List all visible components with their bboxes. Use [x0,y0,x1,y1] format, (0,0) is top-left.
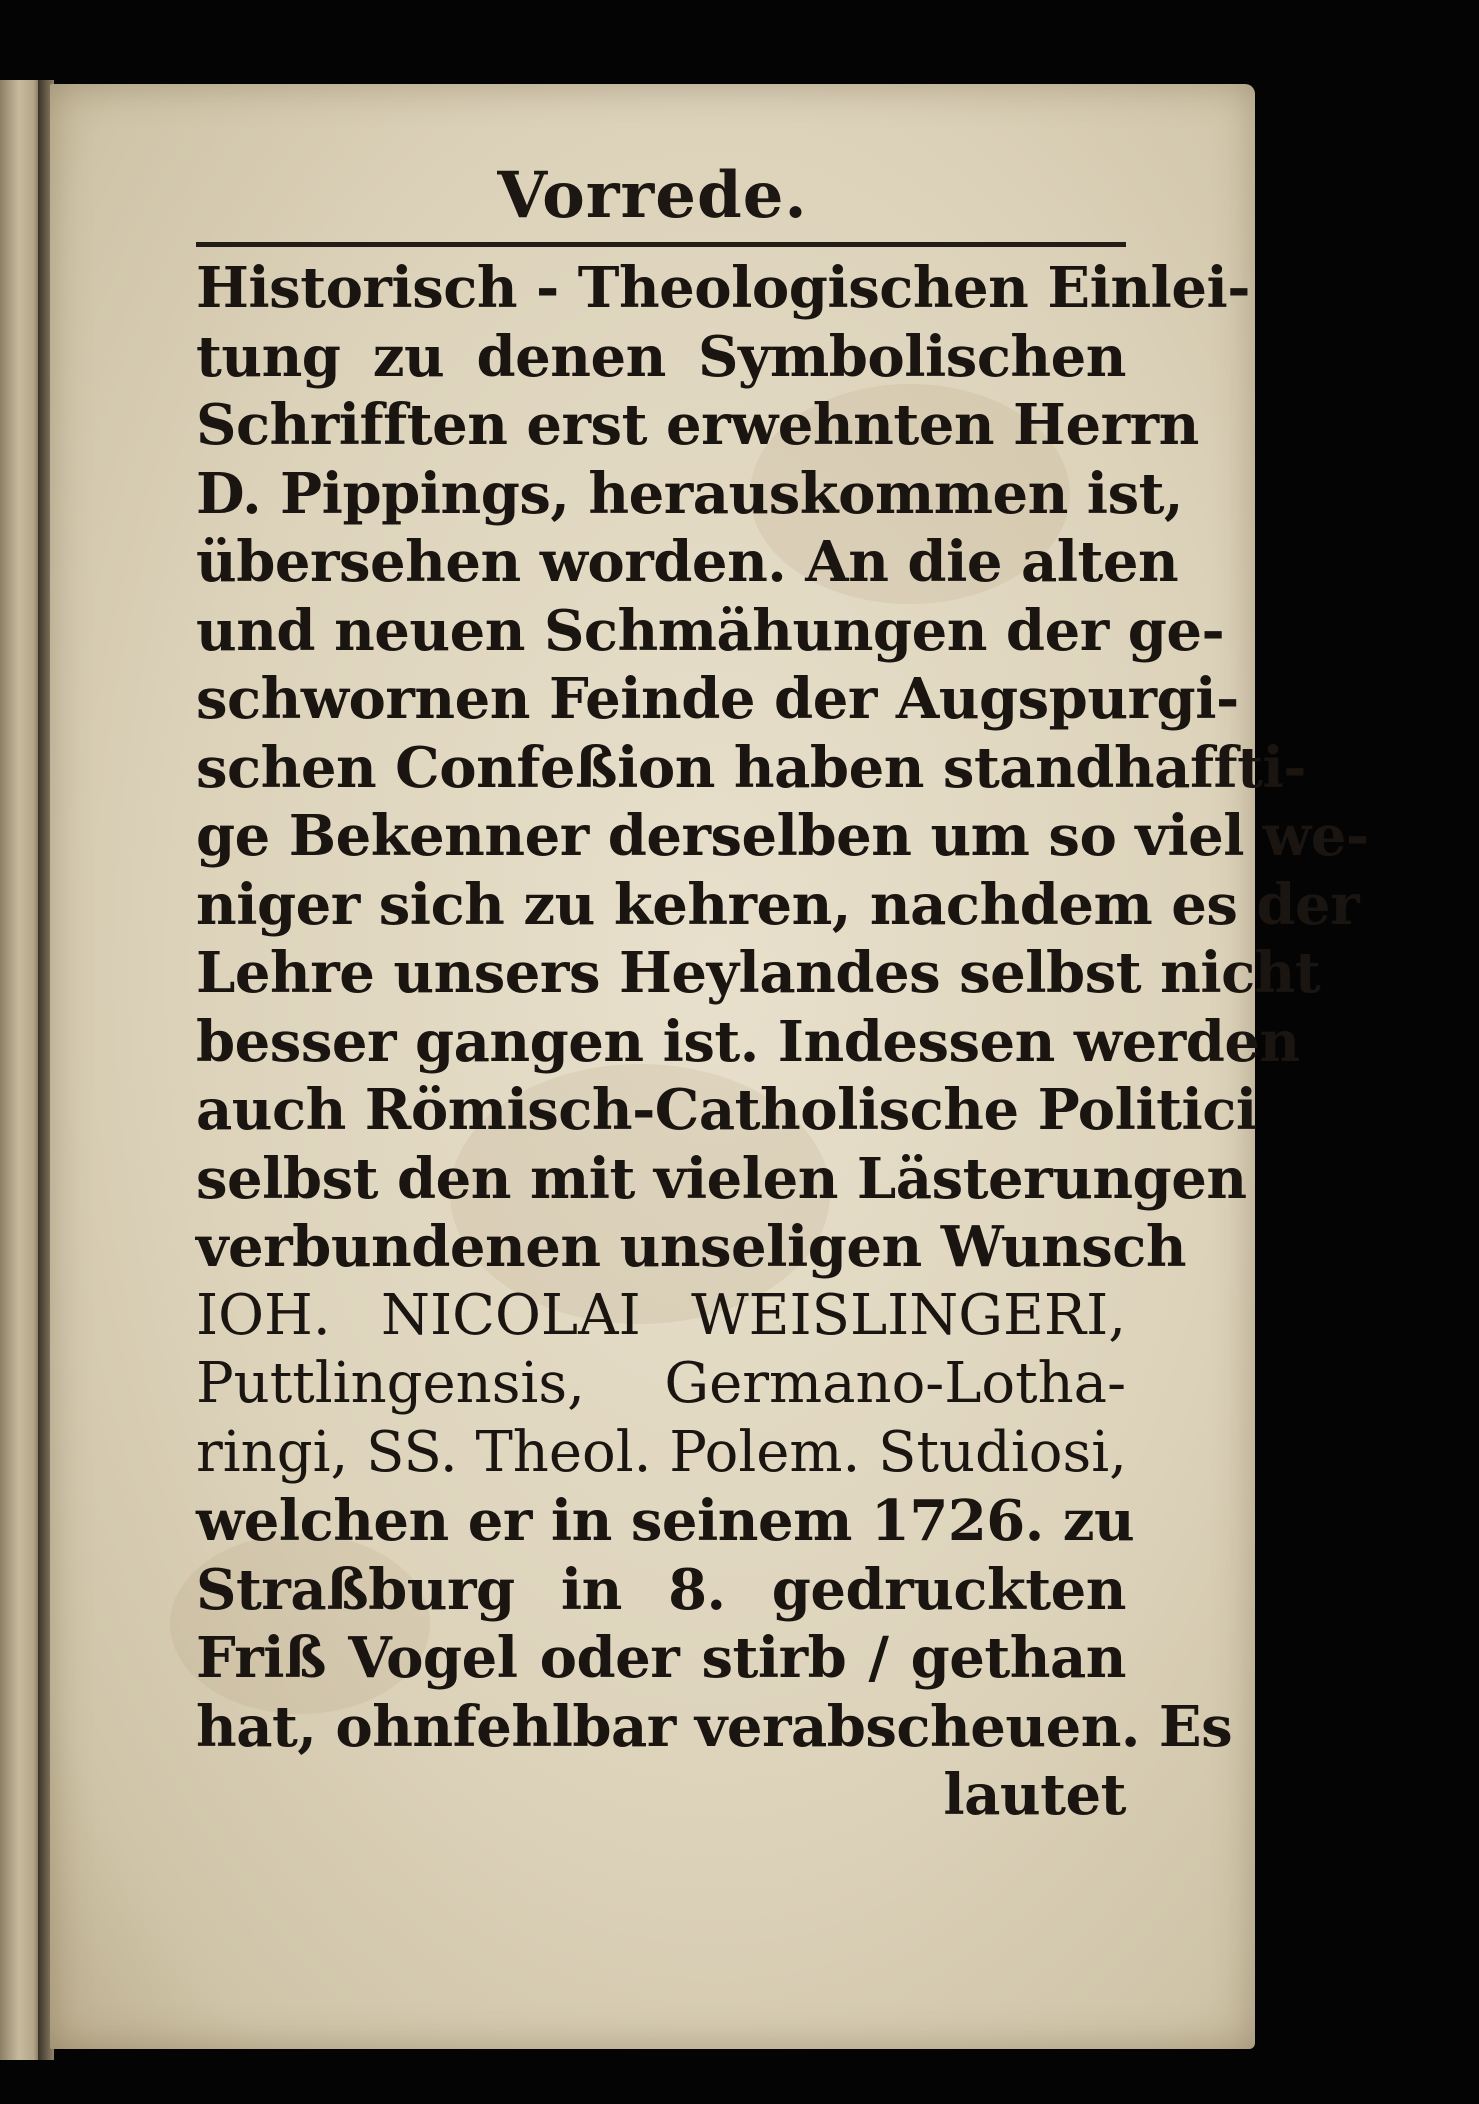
text-line: hat, ohnfehlbar verabscheuen. Es [196,1693,1233,1760]
text-line: welchen er in seinem 1726. zu [196,1488,1135,1554]
text-line: Friß Vogel oder stirb / gethan [196,1625,1126,1691]
text-line: tung zu denen Symbolischen [196,323,1126,390]
text-line: Lehre unsers Heylandes selbst nicht [196,940,1321,1006]
text-line: ge Bekenner derselben um so viel we- [196,803,1369,869]
text-line: selbst den mit vielen Lästerungen [196,1145,1247,1212]
text-line: niger sich zu kehren, nachdem es der [196,871,1360,938]
text-line: Straßburg in 8. gedruckten [196,1556,1126,1623]
catchword: lautet [943,1762,1126,1828]
running-head: Vorrede. [497,158,808,233]
body-text [196,254,1369,1830]
text-line-latin: IOH. NICOLAI WEISLINGERI, [196,1282,1126,1348]
text-line: D. Pippings, herauskommen ist, [196,460,1183,527]
header-rule [196,242,1126,247]
text-line-latin: Puttlingensis, Germano-Lotha- [196,1351,1126,1416]
text-line: auch Römisch-Catholische Politici [196,1077,1257,1143]
facing-page-edge [0,80,42,2060]
book-page [50,84,1369,2049]
text-line: Historisch - Theologischen Einlei- [196,255,1250,321]
text-line: besser gangen ist. Indessen werden [196,1008,1300,1075]
text-line: schen Confeßion haben standhaffti- [196,734,1307,801]
text-line: und neuen Schmähungen der ge- [196,597,1225,664]
page-header [50,156,1255,236]
text-line: schwornen Feinde der Augspurgi- [196,666,1239,732]
text-line-latin: ringi, SS. Theol. Polem. Studiosi, [196,1419,1127,1485]
text-line: Schrifften erst erwehnten Herrn [196,392,1199,458]
text-line: verbundenen unseligen Wunsch [196,1214,1187,1280]
text-line: übersehen worden. An die alten [196,529,1179,595]
